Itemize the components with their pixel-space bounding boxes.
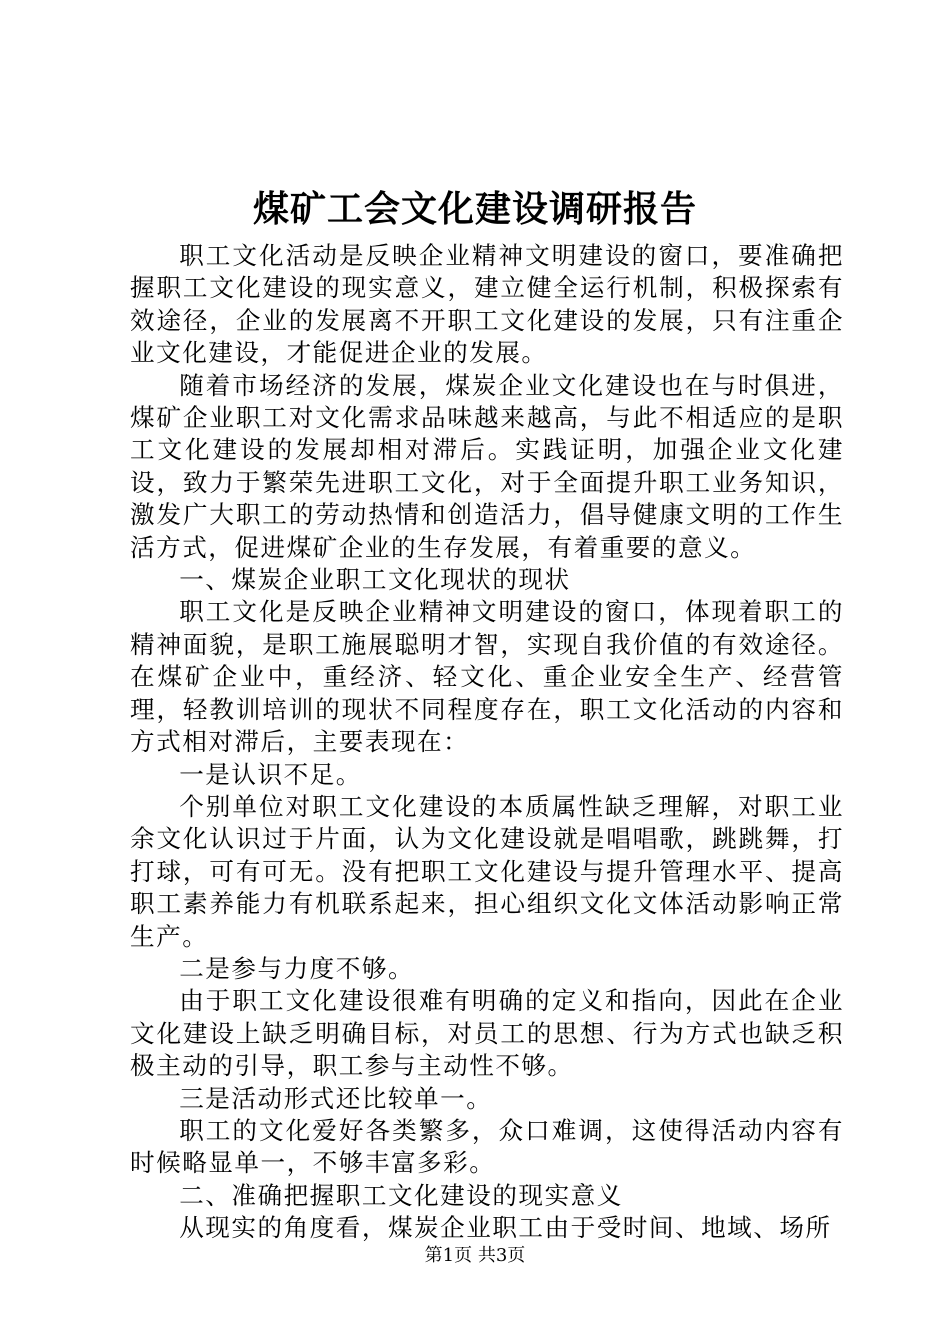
paragraph-subpoint-2: 由于职工文化建设很难有明确的定义和指向，因此在企业文化建设上缺乏明确目标，对员工的思想、行为方式也缺乏积极主动的引导，职工参与主动性不够。 <box>130 986 844 1081</box>
document-title: 煤矿工会文化建设调研报告 <box>252 188 697 230</box>
subheading-1: 一是认识不足。 <box>179 759 362 789</box>
paragraph-significance: 从现实的角度看，煤炭企业职工由于受时间、地域、场所 <box>179 1213 832 1243</box>
paragraph-status: 职工文化是反映企业精神文明建设的窗口，体现着职工的精神面貌，是职工施展聪明才智，实现自我价值的有效途径。在煤矿企业中，重经济、轻文化、重企业安全生产、经营管理，轻教训培训的现状不同程度存在，职工文化活动的内容和方式相对滞后，主要表现在： <box>130 597 844 757</box>
paragraph-subpoint-1: 个别单位对职工文化建设的本质属性缺乏理解，对职工业余文化认识过于片面，认为文化建设就是唱唱歌，跳跳舞，打打球，可有可无。没有把职工文化建设与提升管理水平、提高职工素养能力有机联系起来，担心组织文化文体活动影响正常生产。 <box>130 791 844 951</box>
paragraph-subpoint-3: 职工的文化爱好各类繁多，众口难调，这使得活动内容有时候略显单一，不够丰富多彩。 <box>130 1115 844 1178</box>
section-heading-2: 二、准确把握职工文化建设的现实意义 <box>179 1180 623 1210</box>
subheading-2: 二是参与力度不够。 <box>179 953 415 983</box>
subheading-3: 三是活动形式还比较单一。 <box>179 1083 493 1113</box>
section-heading-1: 一、煤炭企业职工文化现状的现状 <box>179 565 571 595</box>
document-body <box>130 240 844 1245</box>
paragraph-intro: 职工文化活动是反映企业精神文明建设的窗口，要准确把握职工文化建设的现实意义，建立健全运行机制，积极探索有效途径，企业的发展离不开职工文化建设的发展，只有注重企业文化建设，才能促进企业的发展。 <box>130 241 844 368</box>
page-footer: 第1页 共3页 <box>424 1245 526 1266</box>
paragraph-background: 随着市场经济的发展，煤炭企业文化建设也在与时俱进，煤矿企业职工对文化需求品味越来越高，与此不相适应的是职工文化建设的发展却相对滞后。实践证明，加强企业文化建设，致力于繁荣先进职工文化，对于全面提升职工业务知识，激发广大职工的劳动热情和创造活力，倡导健康文明的工作生活方式，促进煤矿企业的生存发展，有着重要的意义。 <box>130 370 844 562</box>
